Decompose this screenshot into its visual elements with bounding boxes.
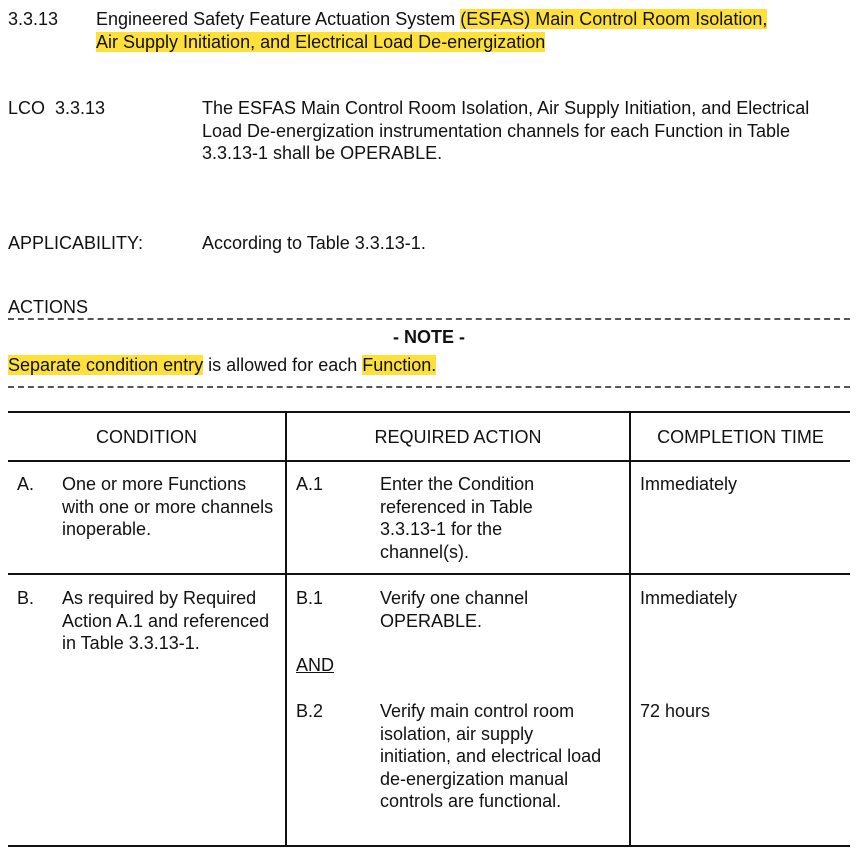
note-top-divider [8,318,850,320]
lco-label: LCO 3.3.13 [8,98,106,118]
section-title-highlight-1: (ESFAS) Main Control Room Isolation, [460,9,768,29]
table-header-rule [8,460,850,462]
time-b2: 72 hours [640,701,711,721]
action-b2-text: Verify main control room isolation, air supply initiation, and electrical load de-energization manual controls are functional. [380,701,602,811]
action-b1-text: Verify one channel OPERABLE. [380,588,529,631]
time-a1: Immediately [640,474,738,494]
header-completion-time: COMPLETION TIME [657,427,824,447]
table-top-rule [8,411,850,413]
action-a1-id: A.1 [296,474,324,494]
note-highlight-1: Separate condition entry [8,355,204,375]
action-b2-id: B.2 [296,701,324,721]
section-title-highlight-2: Air Supply Initiation, and Electrical Load De-energization [96,31,546,52]
note-text [8,354,436,377]
condition-b-letter: B. [17,588,35,608]
action-a1-text: Enter the Condition referenced in Table 3.3.13-1 for the channel(s). [380,474,535,562]
condition-b-text: As required by Required Action A.1 and referenced in Table 3.3.13-1. [62,588,270,653]
applicability-label: APPLICABILITY: [8,233,144,253]
section-title-plain: Engineered Safety Feature Actuation System [96,9,461,29]
action-b1-id: B.1 [296,588,324,608]
lco-text: The ESFAS Main Control Room Isolation, Air Supply Initiation, and Electrical Load De-energization instrumentation channels for each Function in Table 3.3.13-1 shall be OPERABLE. [202,98,810,163]
note-highlight-2: Function. [362,355,437,375]
applicability-text: According to Table 3.3.13-1. [202,233,426,253]
header-condition: CONDITION [96,427,197,447]
header-required-action: REQUIRED ACTION [374,427,542,447]
table-row-a-rule [8,573,850,575]
condition-a-letter: A. [17,474,35,494]
note-plain: is allowed for each [203,355,363,375]
section-title [96,8,856,53]
table-column-divider-1 [285,411,287,847]
condition-a-text: One or more Functions with one or more channels inoperable. [62,474,274,539]
table-column-divider-2 [629,411,631,847]
actions-label: ACTIONS [8,297,89,317]
note-bottom-divider [8,386,850,388]
time-b1: Immediately [640,588,738,608]
note-title: - NOTE - [393,327,465,347]
and-connector: AND [296,655,335,675]
table-bottom-rule [8,845,850,847]
section-number: 3.3.13 [8,9,59,29]
